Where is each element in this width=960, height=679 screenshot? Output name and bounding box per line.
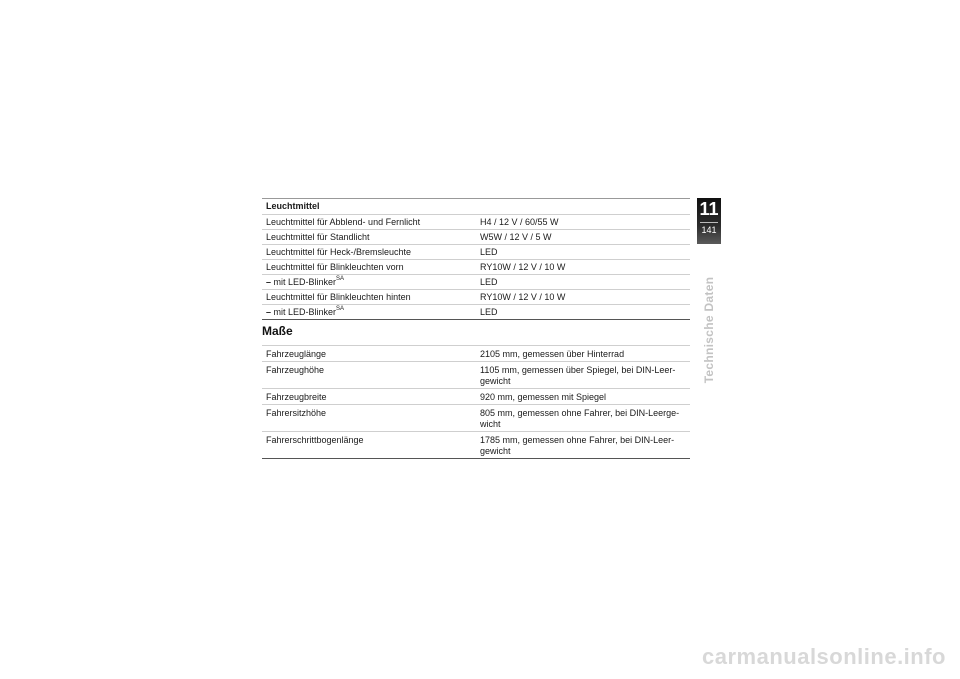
option-superscript: SA (336, 276, 345, 282)
row-value: LED (476, 305, 690, 320)
option-label: – mit LED-Blinker (266, 307, 336, 317)
value-line: 1785 mm, gemessen ohne Fahrer, bei DIN-Leer- (480, 435, 675, 445)
table-row (262, 245, 690, 260)
dimensions-table (262, 345, 690, 459)
table-row (262, 275, 690, 290)
row-label: Leuchtmittel für Blinkleuchten hinten (262, 290, 476, 305)
row-value: LED (476, 275, 690, 290)
row-value (476, 346, 690, 362)
row-label: Leuchtmittel für Standlicht (262, 230, 476, 245)
value-line-2: gewicht (480, 376, 511, 386)
row-label: Fahrersitzhöhe (262, 405, 476, 432)
row-value: LED (476, 245, 690, 260)
row-label: Leuchtmittel für Blinkleuchten vorn (262, 260, 476, 275)
table-row (262, 389, 690, 405)
row-value (476, 432, 690, 459)
value-line: 1105 mm, gemessen über Spiegel, bei DIN-Leer- (480, 365, 676, 375)
table-row (262, 305, 690, 320)
row-value: H4 / 12 V / 60/55 W (476, 215, 690, 230)
table-row (262, 230, 690, 245)
chapter-number: 11 (699, 199, 719, 219)
table-row (262, 362, 690, 389)
table-row (262, 290, 690, 305)
watermark: carmanualsonline.info (702, 644, 946, 669)
row-value: RY10W / 12 V / 10 W (476, 290, 690, 305)
value-line-2: gewicht (480, 446, 511, 456)
option-superscript: SA (336, 306, 345, 312)
row-label: Fahrerschrittbogenlänge (262, 432, 476, 459)
table-heading: Leuchtmittel (266, 201, 320, 211)
row-label-option (262, 275, 476, 290)
table-row (262, 215, 690, 230)
value-line-2: wicht (480, 419, 501, 429)
row-label: Leuchtmittel für Heck-/Bremsleuchte (262, 245, 476, 260)
value-line: 920 mm, gemessen mit Spiegel (480, 392, 607, 402)
chapter-title: Technische Daten (702, 276, 716, 384)
row-label: Fahrzeughöhe (262, 362, 476, 389)
row-value: RY10W / 12 V / 10 W (476, 260, 690, 275)
option-label: – mit LED-Blinker (266, 277, 336, 287)
section-title: Maße (262, 324, 293, 338)
table-row (262, 405, 690, 432)
table-row (262, 346, 690, 362)
table-row (262, 260, 690, 275)
table-row (262, 432, 690, 459)
lighting-table (262, 198, 690, 320)
row-label: Leuchtmittel für Abblend- und Fernlicht (262, 215, 476, 230)
row-value (476, 389, 690, 405)
table-header-row (262, 199, 690, 215)
row-label: Fahrzeuglänge (262, 346, 476, 362)
row-value (476, 362, 690, 389)
row-value (476, 405, 690, 432)
row-label: Fahrzeugbreite (262, 389, 476, 405)
value-line: 2105 mm, gemessen über Hinterrad (480, 349, 625, 359)
chapter-divider (700, 222, 718, 223)
value-line: 805 mm, gemessen ohne Fahrer, bei DIN-Leerge- (480, 408, 680, 418)
row-label-option (262, 305, 476, 320)
page-number: 141 (701, 225, 717, 235)
row-value: W5W / 12 V / 5 W (476, 230, 690, 245)
chapter-tab (697, 198, 721, 244)
